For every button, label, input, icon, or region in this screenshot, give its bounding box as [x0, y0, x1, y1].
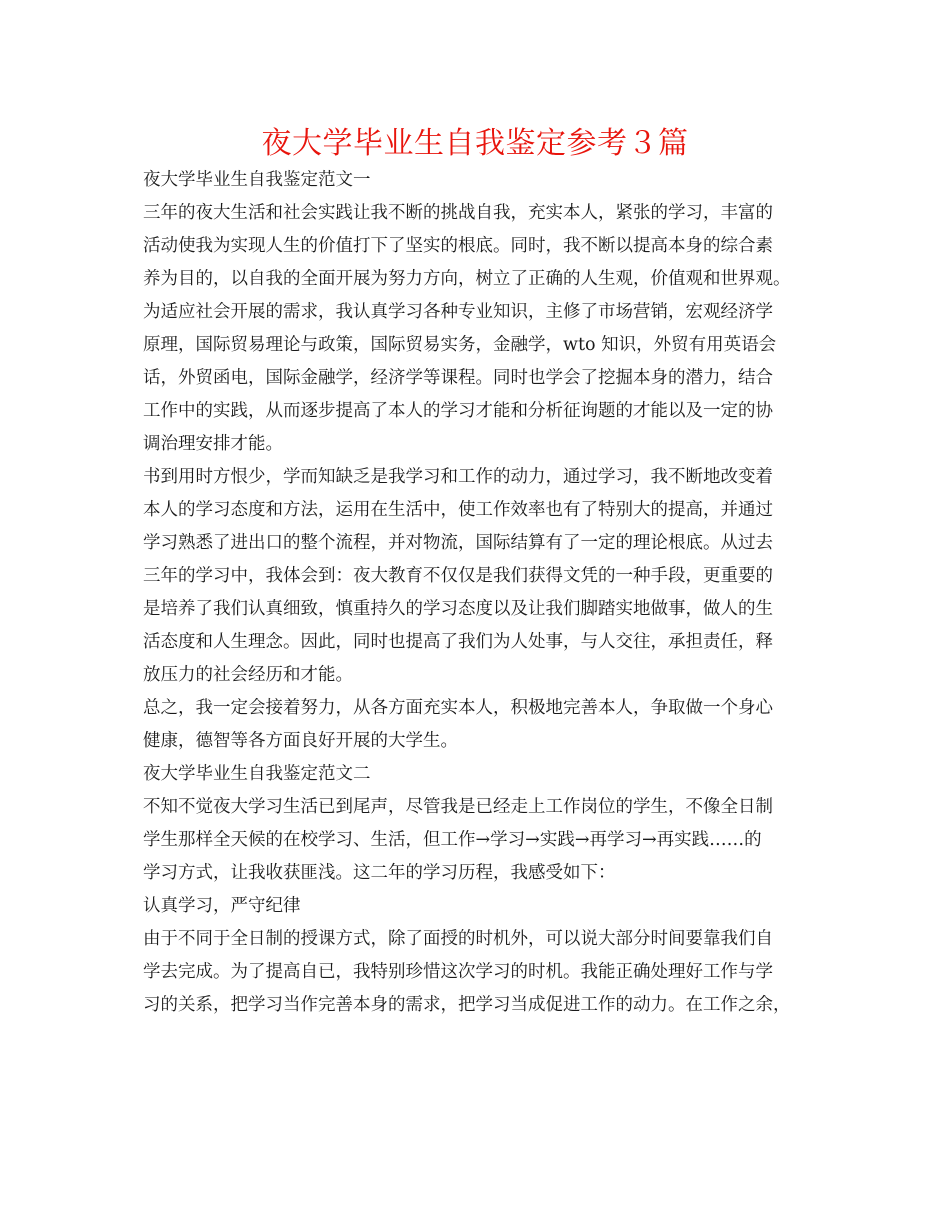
text-line: 为适应社会开展的需求，我认真学习各种专业知识，主修了市场营销，宏观经济学 — [143, 302, 773, 322]
text-line: 调治理安排才能。 — [143, 434, 283, 454]
text-line: 不知不觉夜大学习生活已到尾声，尽管我是已经走上工作岗位的学生，不像全日制 — [143, 797, 773, 817]
text-line: 认真学习，严守纪律 — [143, 896, 301, 916]
document-title: 夜大学毕业生自我鉴定参考３篇 — [261, 126, 689, 161]
text-line: 习的关系，把学习当作完善本身的需求，把学习当成促进工作的动力。在工作之余， — [143, 995, 791, 1015]
text-line: 三年的学习中，我体会到：夜大教育不仅仅是我们获得文凭的一种手段，更重要的 — [143, 566, 773, 586]
text-line: 活动使我为实现人生的价值打下了坚实的根底。同时，我不断以提高本身的综合素 — [143, 236, 773, 256]
text-line: 养为目的，以自我的全面开展为努力方向，树立了正确的人生观，价值观和世界观。 — [143, 269, 791, 289]
text-line: 健康，德智等各方面良好开展的大学生。 — [143, 731, 458, 751]
text-line: 总之，我一定会接着努力，从各方面充实本人，积极地完善本人，争取做一个身心 — [143, 698, 773, 718]
text-line: 夜大学毕业生自我鉴定范文二 — [143, 764, 371, 784]
text-line: 是培养了我们认真细致，慎重持久的学习态度以及让我们脚踏实地做事，做人的生 — [143, 599, 773, 619]
text-line: 学去完成。为了提高自已，我特别珍惜这次学习的时机。我能正确处理好工作与学 — [143, 962, 773, 982]
text-line: 话，外贸函电，国际金融学，经济学等课程。同时也学会了挖掘本身的潜力，结合 — [143, 368, 773, 388]
text-line: 放压力的社会经历和才能。 — [143, 665, 353, 685]
text-line: 本人的学习态度和方法，运用在生活中，使工作效率也有了特别大的提高，并通过 — [143, 500, 773, 520]
text-line: 书到用时方恨少，学而知缺乏是我学习和工作的动力，通过学习，我不断地改变着 — [143, 467, 773, 487]
text-line: 学生那样全天候的在校学习、生活，但工作→学习→实践→再学习→再实践……的 — [143, 830, 762, 850]
text-line: 由于不同于全日制的授课方式，除了面授的时机外，可以说大部分时间要靠我们自 — [143, 929, 773, 949]
text-line: 三年的夜大生活和社会实践让我不断的挑战自我，充实本人，紧张的学习，丰富的 — [143, 203, 773, 223]
text-line: 原理，国际贸易理论与政策，国际贸易实务，金融学，wto 知识，外贸有用英语会 — [143, 335, 777, 355]
document-body — [143, 164, 827, 1022]
text-line: 夜大学毕业生自我鉴定范文一 — [143, 170, 371, 190]
text-line: 学习方式，让我收获匪浅。这二年的学习历程，我感受如下： — [143, 863, 616, 883]
text-line: 学习熟悉了进出口的整个流程，并对物流，国际结算有了一定的理论根底。从过去 — [143, 533, 773, 553]
text-line: 活态度和人生理念。因此，同时也提高了我们为人处事，与人交往，承担责任，释 — [143, 632, 773, 652]
text-line: 工作中的实践，从而逐步提高了本人的学习才能和分析征询题的才能以及一定的协 — [143, 401, 773, 421]
